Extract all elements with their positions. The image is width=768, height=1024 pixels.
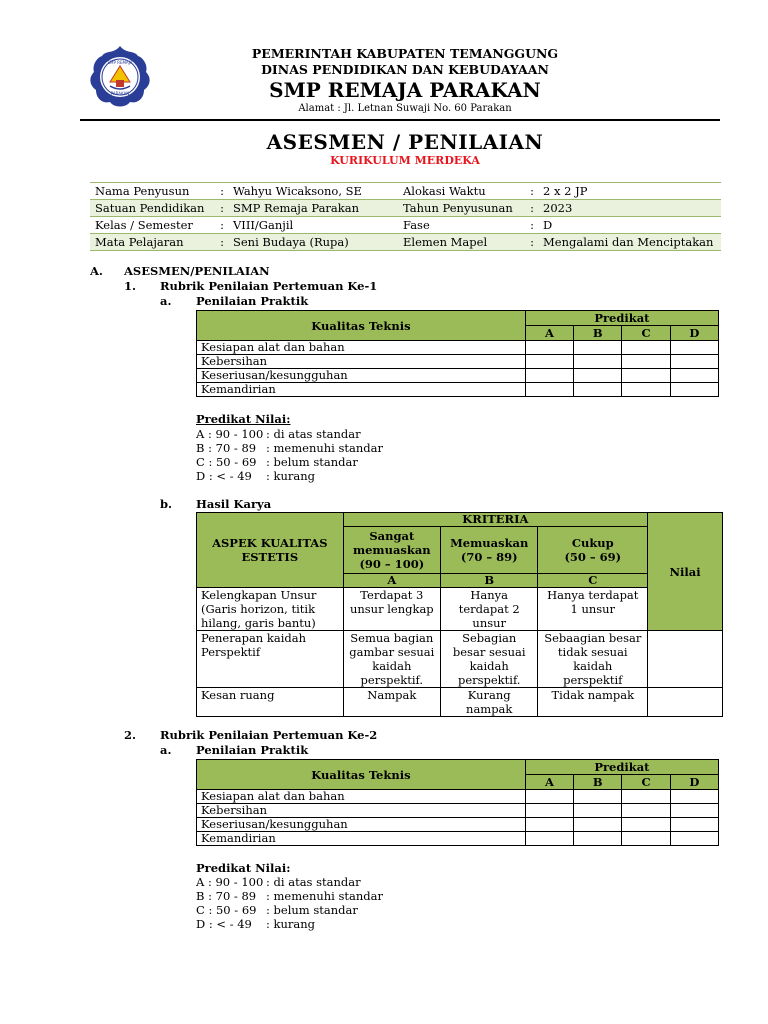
info-value: Mengalami dan Menciptakan: [538, 234, 721, 251]
score-cell[interactable]: [670, 804, 718, 818]
aspek-cell: Penerapan kaidah Perspektif: [197, 631, 344, 688]
info-row: [90, 200, 721, 217]
table-row: [197, 804, 719, 818]
kriteria-col-head: Memuaskan (70 – 89): [441, 527, 538, 574]
table-row: [197, 355, 719, 369]
nilai-cell[interactable]: [648, 631, 723, 688]
predikat-desc: : di atas standar: [266, 875, 361, 889]
score-cell[interactable]: [622, 790, 670, 804]
table-row: [197, 790, 719, 804]
score-cell[interactable]: [574, 355, 622, 369]
item1b-label: Hasil Karya: [196, 497, 272, 511]
score-cell[interactable]: [622, 804, 670, 818]
info-colon: :: [526, 234, 538, 251]
predikat-desc: : belum standar: [266, 903, 358, 917]
table-row: [197, 688, 723, 717]
info-label: Alokasi Waktu: [398, 183, 526, 200]
score-cell[interactable]: [574, 383, 622, 397]
table-row: [197, 631, 723, 688]
score-cell[interactable]: [622, 832, 670, 846]
school-name: SMP REMAJA PARAKAN: [269, 78, 541, 102]
table-row: [197, 383, 719, 397]
grade-head: B: [441, 574, 538, 588]
info-label: Tahun Penyusunan: [398, 200, 526, 217]
rubric-criterion: Kebersihan: [197, 355, 526, 369]
item1a-label: Penilaian Praktik: [196, 294, 309, 308]
info-value: Wahyu Wicaksono, SE: [228, 183, 398, 200]
score-cell[interactable]: [574, 804, 622, 818]
info-table: [90, 182, 721, 251]
info-value: D: [538, 217, 721, 234]
info-colon: :: [216, 234, 228, 251]
grade-head: D: [670, 775, 718, 790]
aspek-cell: Kelengkapan Unsur (Garis horizon, titik hilang, garis bantu): [197, 588, 344, 631]
score-cell[interactable]: [670, 832, 718, 846]
score-cell[interactable]: [574, 818, 622, 832]
aspek-cell: Kesan ruang: [197, 688, 344, 717]
info-value: 2023: [538, 200, 721, 217]
item1-label: Rubrik Penilaian Pertemuan Ke-1: [160, 279, 378, 293]
predikat-desc: : di atas standar: [266, 427, 361, 441]
score-cell[interactable]: [525, 369, 573, 383]
rubric-table-1: [196, 310, 719, 397]
score-cell[interactable]: [574, 341, 622, 355]
rubric-criterion: Kesiapan alat dan bahan: [197, 790, 526, 804]
predikat-key: B : 70 - 89: [196, 441, 257, 455]
item1a-num: a.: [160, 294, 172, 308]
logo-text-bottom: PARAKAN: [110, 91, 130, 96]
table-row: [197, 818, 719, 832]
kriteria-col-head: Sangat memuaskan (90 – 100): [343, 527, 440, 574]
score-cell[interactable]: [622, 369, 670, 383]
predikat-key: A : 90 - 100: [196, 875, 264, 889]
item1b-num: b.: [160, 497, 173, 511]
predikat-desc: : kurang: [266, 917, 316, 931]
rubric-col-head: Kualitas Teknis: [197, 760, 526, 790]
info-value: 2 x 2 JP: [538, 183, 721, 200]
score-cell[interactable]: [574, 832, 622, 846]
score-cell[interactable]: [574, 790, 622, 804]
info-label: Mata Pelajaran: [90, 234, 216, 251]
item2-label: Rubrik Penilaian Pertemuan Ke-2: [160, 728, 378, 742]
criteria-cell: Semua bagian gambar sesuai kaidah perspektif.: [343, 631, 440, 688]
rubric-predikat-head: Predikat: [525, 760, 718, 775]
page-title: ASESMEN / PENILAIAN: [266, 130, 544, 154]
info-label: Elemen Mapel: [398, 234, 526, 251]
table-row: [197, 588, 723, 631]
score-cell[interactable]: [525, 790, 573, 804]
nilai-head: Nilai: [648, 513, 723, 631]
info-value: SMP Remaja Parakan: [228, 200, 398, 217]
predikat-nilai-title: Predikat Nilai:: [196, 412, 291, 426]
rubric-criterion: Kesiapan alat dan bahan: [197, 341, 526, 355]
predikat-desc: : belum standar: [266, 455, 358, 469]
predikat-key: D : < - 49: [196, 917, 252, 931]
school-logo: [88, 44, 152, 110]
header-divider: [80, 119, 720, 121]
page-subtitle: KURIKULUM MERDEKA: [330, 154, 480, 167]
grade-head: C: [538, 574, 648, 588]
info-label: Fase: [398, 217, 526, 234]
predikat-desc: : memenuhi standar: [266, 441, 384, 455]
grade-head: D: [670, 326, 718, 341]
predikat-desc: : kurang: [266, 469, 316, 483]
score-cell[interactable]: [525, 383, 573, 397]
item1-num: 1.: [124, 279, 137, 293]
rubric-col-head: Kualitas Teknis: [197, 311, 526, 341]
item2-num: 2.: [124, 728, 137, 742]
rubric-criterion: Keseriusan/kesungguhan: [197, 369, 526, 383]
score-cell[interactable]: [670, 790, 718, 804]
score-cell[interactable]: [622, 818, 670, 832]
score-cell[interactable]: [670, 341, 718, 355]
grade-head: C: [622, 775, 670, 790]
score-cell[interactable]: [525, 341, 573, 355]
info-value: Seni Budaya (Rupa): [228, 234, 398, 251]
score-cell[interactable]: [574, 369, 622, 383]
aspek-head: ASPEK KUALITAS ESTETIS: [197, 513, 344, 588]
info-colon: :: [216, 217, 228, 234]
score-cell[interactable]: [670, 369, 718, 383]
kriteria-col-head: Cukup (50 – 69): [538, 527, 648, 574]
nilai-cell[interactable]: [648, 688, 723, 717]
predikat-key: B : 70 - 89: [196, 889, 257, 903]
rubric-predikat-head: Predikat: [525, 311, 718, 326]
header-line2: DINAS PENDIDIKAN DAN KEBUDAYAAN: [261, 62, 549, 77]
school-address: Alamat : Jl. Letnan Suwaji No. 60 Parakan: [298, 103, 512, 114]
info-row: [90, 217, 721, 234]
predikat-key: A : 90 - 100: [196, 427, 264, 441]
criteria-cell: Nampak: [343, 688, 440, 717]
criteria-cell: Sebagian besar sesuai kaidah perspektif.: [441, 631, 538, 688]
rubric-table-2: [196, 759, 719, 846]
kriteria-head: KRITERIA: [343, 513, 648, 527]
info-row: [90, 234, 721, 251]
grade-head: A: [525, 326, 573, 341]
grade-head: C: [622, 326, 670, 341]
info-label: Nama Penyusun: [90, 183, 216, 200]
info-label: Kelas / Semester: [90, 217, 216, 234]
grade-head: B: [574, 326, 622, 341]
grade-head: A: [343, 574, 440, 588]
score-cell[interactable]: [525, 832, 573, 846]
info-colon: :: [216, 183, 228, 200]
grade-head: A: [525, 775, 573, 790]
score-cell[interactable]: [670, 383, 718, 397]
predikat-nilai-title: Predikat Nilai:: [196, 861, 291, 875]
predikat-key: C : 50 - 69: [196, 903, 257, 917]
logo-text-top: SMP REMAJA: [107, 60, 133, 65]
table-row: [197, 341, 719, 355]
info-colon: :: [526, 217, 538, 234]
info-label: Satuan Pendidikan: [90, 200, 216, 217]
score-cell[interactable]: [622, 383, 670, 397]
section-a-label: ASESMEN/PENILAIAN: [124, 264, 270, 278]
header-line1: PEMERINTAH KABUPATEN TEMANGGUNG: [251, 46, 559, 61]
hasil-karya-table: [196, 512, 723, 717]
info-colon: :: [216, 200, 228, 217]
rubric-criterion: Kemandirian: [197, 383, 526, 397]
score-cell[interactable]: [622, 355, 670, 369]
info-colon: :: [526, 200, 538, 217]
score-cell[interactable]: [670, 818, 718, 832]
predikat-desc: : memenuhi standar: [266, 889, 384, 903]
score-cell[interactable]: [525, 818, 573, 832]
criteria-cell: Sebaagian besar tidak sesuai kaidah perspektif: [538, 631, 648, 688]
predikat-key: D : < - 49: [196, 469, 252, 483]
criteria-cell: Tidak nampak: [538, 688, 648, 717]
grade-head: B: [574, 775, 622, 790]
section-a-num: A.: [90, 264, 103, 278]
table-row: [197, 832, 719, 846]
rubric-criterion: Kebersihan: [197, 804, 526, 818]
rubric-criterion: Kemandirian: [197, 832, 526, 846]
predikat-key: C : 50 - 69: [196, 455, 257, 469]
table-row: [197, 369, 719, 383]
item2a-label: Penilaian Praktik: [196, 743, 309, 757]
criteria-cell: Terdapat 3 unsur lengkap: [343, 588, 440, 631]
item2a-num: a.: [160, 743, 172, 757]
score-cell[interactable]: [525, 804, 573, 818]
info-row: [90, 183, 721, 200]
rubric-criterion: Keseriusan/kesungguhan: [197, 818, 526, 832]
criteria-cell: Kurang nampak: [441, 688, 538, 717]
score-cell[interactable]: [622, 341, 670, 355]
score-cell[interactable]: [670, 355, 718, 369]
info-value: VIII/Ganjil: [228, 217, 398, 234]
score-cell[interactable]: [525, 355, 573, 369]
info-colon: :: [526, 183, 538, 200]
criteria-cell: Hanya terdapat 2 unsur: [441, 588, 538, 631]
criteria-cell: Hanya terdapat 1 unsur: [538, 588, 648, 631]
